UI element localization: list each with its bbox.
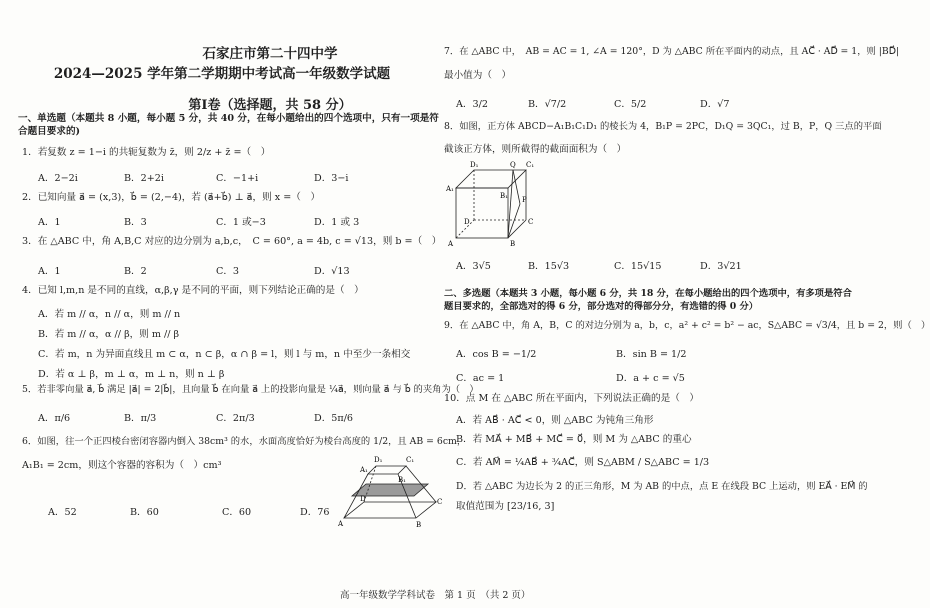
q6-option-b: B．60 <box>130 507 159 518</box>
q1-option-b: B．2+2i <box>124 173 164 184</box>
frustum-label-b: B <box>416 521 422 529</box>
school-title: 石家庄市第二十四中学 <box>202 46 338 62</box>
q7-option-d: D．√7 <box>700 99 730 110</box>
q1-option-d: D．3−i <box>314 173 349 184</box>
q10-stem: 10．点 M 在 △ABC 所在平面内，下列说法正确的是（ ） <box>444 393 699 404</box>
frustum-label-a1: A₁ <box>360 466 368 474</box>
part-title: 第Ⅰ卷（选择题，共 58 分） <box>188 98 352 113</box>
q3-option-c: C．3 <box>216 266 240 277</box>
q6-option-c: C．60 <box>222 507 252 518</box>
q6-option-a: A．52 <box>48 507 77 518</box>
frustum-label-d1: D₁ <box>374 456 383 464</box>
q4-option-a: A．若 m // α，n // α，则 m // n <box>38 309 181 320</box>
q5-stem: 5．若非零向量 a⃗, b⃗ 满足 |a⃗| = 2|b⃗|，且向量 b⃗ 在向量 a⃗ 上的投影向量是 ¼a⃗，则向量 a⃗ 与 b⃗ 的夹角为（ ） <box>22 384 479 395</box>
cube-figure <box>446 158 556 248</box>
q2-stem: 2．已知向量 a⃗ = (x,3)，b⃗ = (2,−4)，若 (a⃗+b⃗) ⊥ a⃗，则 x =（ ） <box>22 192 321 203</box>
q9-stem: 9．在 △ABC 中，角 A，B，C 的对边分别为 a，b，c，a² + c² = b² − ac，S△ABC = √3/4，且 b = 2，则（ ） <box>444 320 930 331</box>
section2-line2: 题目要求的，全部选对的得 6 分，部分选对的得部分分，有选错的得 0 分） <box>444 301 759 312</box>
cube-label-p: P <box>522 196 527 204</box>
frustum-label-a: A <box>338 520 344 528</box>
frustum-label-d: D <box>360 495 366 503</box>
q9-option-b: B．sin B = 1/2 <box>616 349 687 360</box>
q2-option-a: A．1 <box>38 217 61 228</box>
q3-option-b: B．2 <box>124 266 147 277</box>
q6-option-d: D．76 <box>300 507 330 518</box>
q8-option-d: D．3√21 <box>700 261 742 272</box>
frustum-label-b1: B₁ <box>398 476 406 484</box>
q4-stem: 4．已知 l,m,n 是不同的直线，α,β,γ 是不同的平面，则下列结论正确的是（ ） <box>22 285 364 296</box>
cube-label-a1: A₁ <box>446 185 454 193</box>
frustum-label-c1: C₁ <box>406 456 415 464</box>
q10-option-c: C．若 AM⃗ = ¼AB⃗ + ¾AC⃗，则 S△ABM / S△ABC = 1/3 <box>456 457 710 468</box>
q10-option-d-line1: D．若 △ABC 为边长为 2 的正三角形，M 为 AB 的中点，点 E 在线段 BC 上运动，则 EA⃗ · EM⃗ 的 <box>456 481 868 492</box>
cube-label-d1: D₁ <box>470 161 479 169</box>
q1-option-a: A．2−2i <box>38 173 78 184</box>
q8-option-c: C．15√15 <box>614 261 662 272</box>
q10-option-d-line2: 取值范围为 [23/16, 3] <box>456 501 555 512</box>
q7-option-b: B．√7/2 <box>528 99 567 110</box>
q9-option-d: D．a + c = √5 <box>616 373 685 384</box>
q7-line2: 最小值为（ ） <box>444 70 512 81</box>
q3-stem: 3．在 △ABC 中，角 A,B,C 对应的边分别为 a,b,c， C = 60°, a = 4b, c = √13，则 b =（ ） <box>22 236 442 247</box>
cube-label-b1: B₁ <box>500 192 508 200</box>
q8-option-b: B．15√3 <box>528 261 570 272</box>
frustum-figure <box>338 452 444 530</box>
q3-option-a: A．1 <box>38 266 61 277</box>
q8-option-a: A．3√5 <box>456 261 491 272</box>
q2-option-d: D．1 或 3 <box>314 217 360 228</box>
page-footer: 高一年级数学学科试卷 第 1 页 （共 2 页） <box>340 590 531 601</box>
cube-label-a: A <box>448 240 454 248</box>
q4-option-c: C．若 m，n 为异面直线且 m ⊂ α，n ⊂ β，α ∩ β = l，则 l 与 m，n 中至少一条相交 <box>38 349 411 360</box>
q7-line1: 7．在 △ABC 中， AB = AC = 1, ∠A = 120°，D 为 △ABC 所在平面内的动点，且 AC⃗ · AD⃗ = 1，则 |BD⃗| <box>444 46 900 57</box>
section1-line1: 一、单选题（本题共 8 小题，每小题 5 分，共 40 分，在每小题给出的四个选项中，只有一项是符 <box>18 113 439 124</box>
q10-option-b: B．若 MA⃗ + MB⃗ + MC⃗ = 0⃗，则 M 为 △ABC 的重心 <box>456 434 692 445</box>
q6-line1: 6．如图，往一个正四棱台密闭容器内倒入 38cm³ 的水，水面高度恰好为棱台高度的 1/2，且 AB = 6cm， <box>22 436 467 447</box>
q2-option-b: B．3 <box>124 217 147 228</box>
q8-line2: 截该正方体，则所截得的截面面积为（ ） <box>444 144 627 155</box>
q4-option-d: D．若 α ⊥ β，m ⊥ α，m ⊥ n，则 n ⊥ β <box>38 369 225 380</box>
q4-option-b: B．若 m // α，α // β，则 m // β <box>38 329 180 340</box>
cube-label-c: C <box>528 218 534 226</box>
q10-option-a: A．若 AB⃗ · AC⃗ < 0，则 △ABC 为钝角三角形 <box>456 415 654 426</box>
q5-option-d: D．5π/6 <box>314 413 354 424</box>
exam-title: 2024—2025 学年第二学期期中考试高一年级数学试题 <box>53 66 391 82</box>
cube-label-b: B <box>510 240 516 248</box>
q2-option-c: C．1 或−3 <box>216 217 266 228</box>
q6-line2: A₁B₁ = 2cm，则这个容器的容积为（ ）cm³ <box>22 460 222 471</box>
cube-label-c1: C₁ <box>526 161 535 169</box>
q3-option-d: D．√13 <box>314 266 350 277</box>
q1-option-c: C．−1+i <box>216 173 259 184</box>
q5-option-a: A．π/6 <box>38 413 71 424</box>
q9-option-a: A．cos B = −1/2 <box>456 349 537 360</box>
q7-option-a: A．3/2 <box>456 99 488 110</box>
cube-label-d: D <box>464 218 470 226</box>
q8-line1: 8．如图，正方体 ABCD−A₁B₁C₁D₁ 的棱长为 4，B₁P = 2PC，D₁Q = 3QC₁，过 B，P，Q 三点的平面 <box>444 121 882 132</box>
section1-line2: 合题目要求的) <box>18 126 81 137</box>
q1-stem: 1．若复数 z = 1−i 的共轭复数为 z̄，则 2/z + z̄ =（ ） <box>22 147 271 158</box>
q5-option-c: C．2π/3 <box>216 413 255 424</box>
q7-option-c: C．5/2 <box>614 99 647 110</box>
section2-line1: 二、多选题（本题共 3 小题，每小题 6 分，共 18 分，在每小题给出的四个选项中，有多项是符合 <box>444 288 852 299</box>
frustum-label-c: C <box>437 498 443 506</box>
q5-option-b: B．π/3 <box>124 413 157 424</box>
cube-label-q: Q <box>510 161 516 169</box>
q9-option-c: C．ac = 1 <box>456 373 505 384</box>
